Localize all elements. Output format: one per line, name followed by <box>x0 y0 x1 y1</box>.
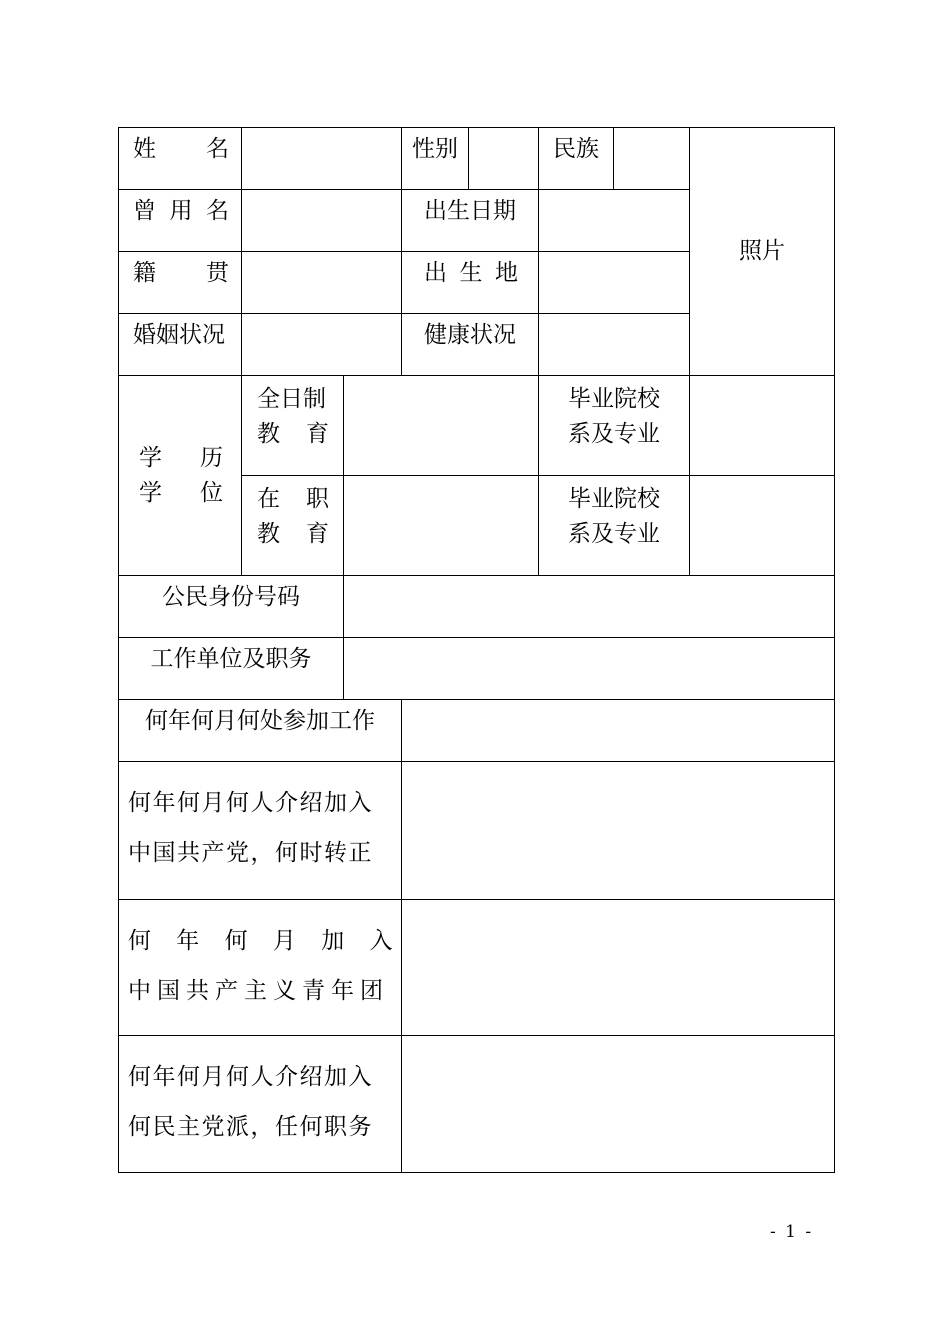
fulltime-education-value[interactable] <box>344 376 539 476</box>
inservice-education-value[interactable] <box>344 476 539 576</box>
democratic-party-label: 何年何月何人介绍加入 何民主党派，任何职务 <box>119 1036 402 1173</box>
birthplace-label: 出 生 地 <box>402 252 539 314</box>
inservice-school-value[interactable] <box>690 476 835 576</box>
health-value[interactable] <box>539 314 690 376</box>
inservice-education-label: 在 职 教 育 <box>242 476 344 576</box>
league-join-label: 何 年 何 月 加 入 中国共产主义青年团 <box>119 900 402 1036</box>
fulltime-school-value[interactable] <box>690 376 835 476</box>
employer-label: 工作单位及职务 <box>119 638 344 700</box>
fulltime-school-label: 毕业院校 系及专业 <box>539 376 690 476</box>
personal-info-form <box>118 127 835 1173</box>
name-value[interactable] <box>242 128 402 190</box>
ethnicity-label: 民族 <box>539 128 614 190</box>
health-label: 健康状况 <box>402 314 539 376</box>
employer-value[interactable] <box>344 638 835 700</box>
former-name-value[interactable] <box>242 190 402 252</box>
birth-date-value[interactable] <box>539 190 690 252</box>
photo-label: 照片 <box>739 238 785 264</box>
league-join-value[interactable] <box>402 900 835 1036</box>
fulltime-education-label: 全日制 教 育 <box>242 376 344 476</box>
cpc-join-value[interactable] <box>402 762 835 900</box>
work-start-value[interactable] <box>402 700 835 762</box>
native-place-label: 籍 贯 <box>119 252 242 314</box>
cpc-join-label: 何年何月何人介绍加入 中国共产党，何时转正 <box>119 762 402 900</box>
native-place-value[interactable] <box>242 252 402 314</box>
ethnicity-value[interactable] <box>614 128 690 190</box>
name-label: 姓 名 <box>119 128 242 190</box>
former-name-label: 曾 用 名 <box>119 190 242 252</box>
photo-box[interactable] <box>690 128 835 376</box>
marital-status-value[interactable] <box>242 314 402 376</box>
democratic-party-value[interactable] <box>402 1036 835 1173</box>
id-number-label: 公民身份号码 <box>119 576 344 638</box>
birth-date-label: 出生日期 <box>402 190 539 252</box>
birthplace-value[interactable] <box>539 252 690 314</box>
page-number: - 1 - <box>770 1222 814 1242</box>
work-start-label: 何年何月何处参加工作 <box>119 700 402 762</box>
inservice-school-label: 毕业院校 系及专业 <box>539 476 690 576</box>
gender-value[interactable] <box>469 128 539 190</box>
marital-status-label: 婚姻状况 <box>119 314 242 376</box>
id-number-value[interactable] <box>344 576 835 638</box>
gender-label: 性别 <box>402 128 469 190</box>
education-degree-label: 学 历 学 位 <box>119 376 242 576</box>
